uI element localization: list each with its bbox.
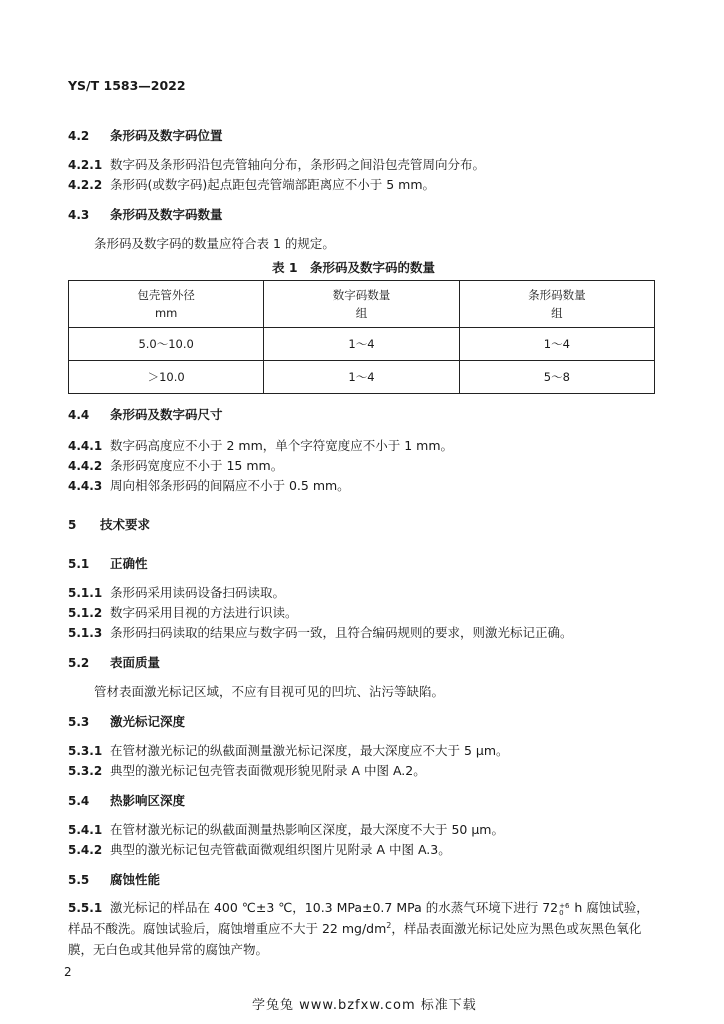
section-5-3-heading <box>68 712 185 730</box>
table-1 <box>68 280 655 394</box>
clause-5-3-2 <box>68 761 426 779</box>
clause-text: 在管材激光标记的纵截面测量热影响区深度，最大深度不大于 50 μm。 <box>110 822 504 837</box>
clause-number: 5.1.2 <box>68 606 103 620</box>
superscript: 2 <box>386 920 392 930</box>
clause-number: 4.2.2 <box>68 178 103 192</box>
table-cell: 5.0～10.0 <box>69 328 264 361</box>
table-cell: 1～4 <box>264 361 459 394</box>
clause-text: 条形码扫码读取的结果应与数字码一致，且符合编码规则的要求，则激光标记正确。 <box>110 625 573 640</box>
clause-text: 典型的激光标记包壳管截面微观组织图片见附录 A 中图 A.3。 <box>110 842 451 857</box>
clause-text: 数字码及条形码沿包壳管轴向分布，条形码之间沿包壳管周向分布。 <box>110 157 486 172</box>
chapter-title: 技术要求 <box>100 517 151 532</box>
section-number: 5.1 <box>68 557 90 571</box>
clause-5-5-1-line3: 膜，无白色或其他异常的腐蚀产物。 <box>68 942 269 957</box>
clause-4-4-2 <box>68 456 283 474</box>
section-5-2-heading <box>68 653 160 671</box>
clause-4-2-1 <box>68 155 485 173</box>
clause-number: 4.4.2 <box>68 459 103 473</box>
footer-watermark: 学兔兔 www.bzfxw.com 标准下载 <box>252 998 477 1013</box>
clause-5-1-1 <box>68 583 285 601</box>
clause-5-1-3 <box>68 623 573 641</box>
clause-text: 样品不酸洗。腐蚀试验后，腐蚀增重应不大于 22 mg/dm <box>68 921 387 936</box>
clause-number: 5.1.3 <box>68 626 103 640</box>
clause-text: 数字码高度应不小于 2 mm，单个字符宽度应不小于 1 mm。 <box>110 438 454 453</box>
table-row <box>69 328 655 361</box>
clause-5-3-1 <box>68 741 509 759</box>
section-number: 4.2 <box>68 129 90 143</box>
section-title: 条形码及数字码数量 <box>110 207 223 222</box>
clause-number: 5.4.1 <box>68 823 103 837</box>
header-label: 条形码数量 <box>528 288 586 302</box>
header-unit: mm <box>154 306 178 320</box>
clause-4-4-1 <box>68 436 453 454</box>
clause-5-4-2 <box>68 840 451 858</box>
table-cell: 1～4 <box>459 328 654 361</box>
tolerance <box>559 903 569 917</box>
table-header-cell <box>459 281 654 328</box>
clause-text: 典型的激光标记包壳管表面微观形貌见附录 A 中图 A.2。 <box>110 763 426 778</box>
table-1-caption: 表 1 条形码及数字码的数量 <box>272 260 436 275</box>
table-cell: ＞10.0 <box>69 361 264 394</box>
section-number: 5.3 <box>68 715 90 729</box>
clause-number: 5.5.1 <box>68 901 103 915</box>
clause-text: 在管材激光标记的纵截面测量激光标记深度，最大深度应不大于 5 μm。 <box>110 743 509 758</box>
section-title: 条形码及数字码尺寸 <box>110 407 223 422</box>
table-row <box>69 361 655 394</box>
header-unit: 组 <box>551 306 563 320</box>
section-4-3-heading <box>68 205 223 223</box>
clause-number: 5.1.1 <box>68 586 103 600</box>
clause-text: 条形码宽度应不小于 15 mm。 <box>110 458 284 473</box>
section-4-2-heading <box>68 126 223 144</box>
section-title: 激光标记深度 <box>110 714 186 729</box>
section-title: 条形码及数字码位置 <box>110 128 223 143</box>
table-header-cell <box>264 281 459 328</box>
section-5-1-heading <box>68 554 148 572</box>
chapter-number: 5 <box>68 518 77 532</box>
table-cell: 1～4 <box>264 328 459 361</box>
clause-number: 4.4.1 <box>68 439 103 453</box>
section-number: 5.4 <box>68 794 90 808</box>
clause-text: 条形码采用读码设备扫码读取。 <box>110 585 286 600</box>
clause-4-2-2 <box>68 175 435 193</box>
clause-text: 条形码(或数字码)起点距包壳管端部距离应不小于 5 mm。 <box>110 177 436 192</box>
section-title: 腐蚀性能 <box>110 872 161 887</box>
chapter-5-heading <box>68 515 150 533</box>
section-number: 5.5 <box>68 873 90 887</box>
clause-number: 4.2.1 <box>68 158 103 172</box>
section-title: 表面质量 <box>110 655 161 670</box>
section-number: 4.3 <box>68 208 90 222</box>
section-5-4-heading <box>68 791 185 809</box>
section-5-2-paragraph: 管材表面激光标记区域，不应有目视可见的凹坑、沾污等缺陷。 <box>94 684 445 699</box>
clause-text: ，样品表面激光标记处应为黑色或灰黑色氧化 <box>391 921 642 936</box>
table-cell: 5～8 <box>459 361 654 394</box>
header-label: 数字码数量 <box>332 288 391 302</box>
tolerance-lower: 0 <box>559 909 564 917</box>
clause-text: 周向相邻条形码的间隔应不小于 0.5 mm。 <box>110 478 350 493</box>
clause-5-5-1-line1 <box>68 898 649 917</box>
section-number: 4.4 <box>68 408 90 422</box>
section-5-5-heading <box>68 870 160 888</box>
clause-text: 激光标记的样品在 400 ℃±3 ℃，10.3 MPa±0.7 MPa 的水蒸气环境下进行 72 <box>110 900 559 915</box>
header-unit: 组 <box>355 306 368 320</box>
clause-text: 数字码采用目视的方法进行识读。 <box>110 605 298 620</box>
section-number: 5.2 <box>68 656 90 670</box>
clause-number: 4.4.3 <box>68 479 103 493</box>
header-label: 包壳管外径 <box>137 288 195 302</box>
section-title: 正确性 <box>110 556 148 571</box>
clause-5-1-2 <box>68 603 298 621</box>
clause-5-4-1 <box>68 820 504 838</box>
clause-number: 5.3.2 <box>68 764 103 778</box>
tolerance-upper: +6 <box>559 902 570 910</box>
standard-number: YS/T 1583—2022 <box>68 78 186 93</box>
table-header-row <box>69 281 655 328</box>
clause-5-5-1-line2 <box>68 919 641 937</box>
clause-number: 5.3.1 <box>68 744 103 758</box>
section-4-3-paragraph: 条形码及数字码的数量应符合表 1 的规定。 <box>94 236 335 251</box>
section-title: 热影响区深度 <box>110 793 186 808</box>
clause-4-4-3 <box>68 476 350 494</box>
table-header-cell <box>69 281 264 328</box>
section-4-4-heading <box>68 405 223 423</box>
clause-text: h 腐蚀试验， <box>570 900 649 915</box>
page-number: 2 <box>64 965 72 979</box>
clause-number: 5.4.2 <box>68 843 103 857</box>
